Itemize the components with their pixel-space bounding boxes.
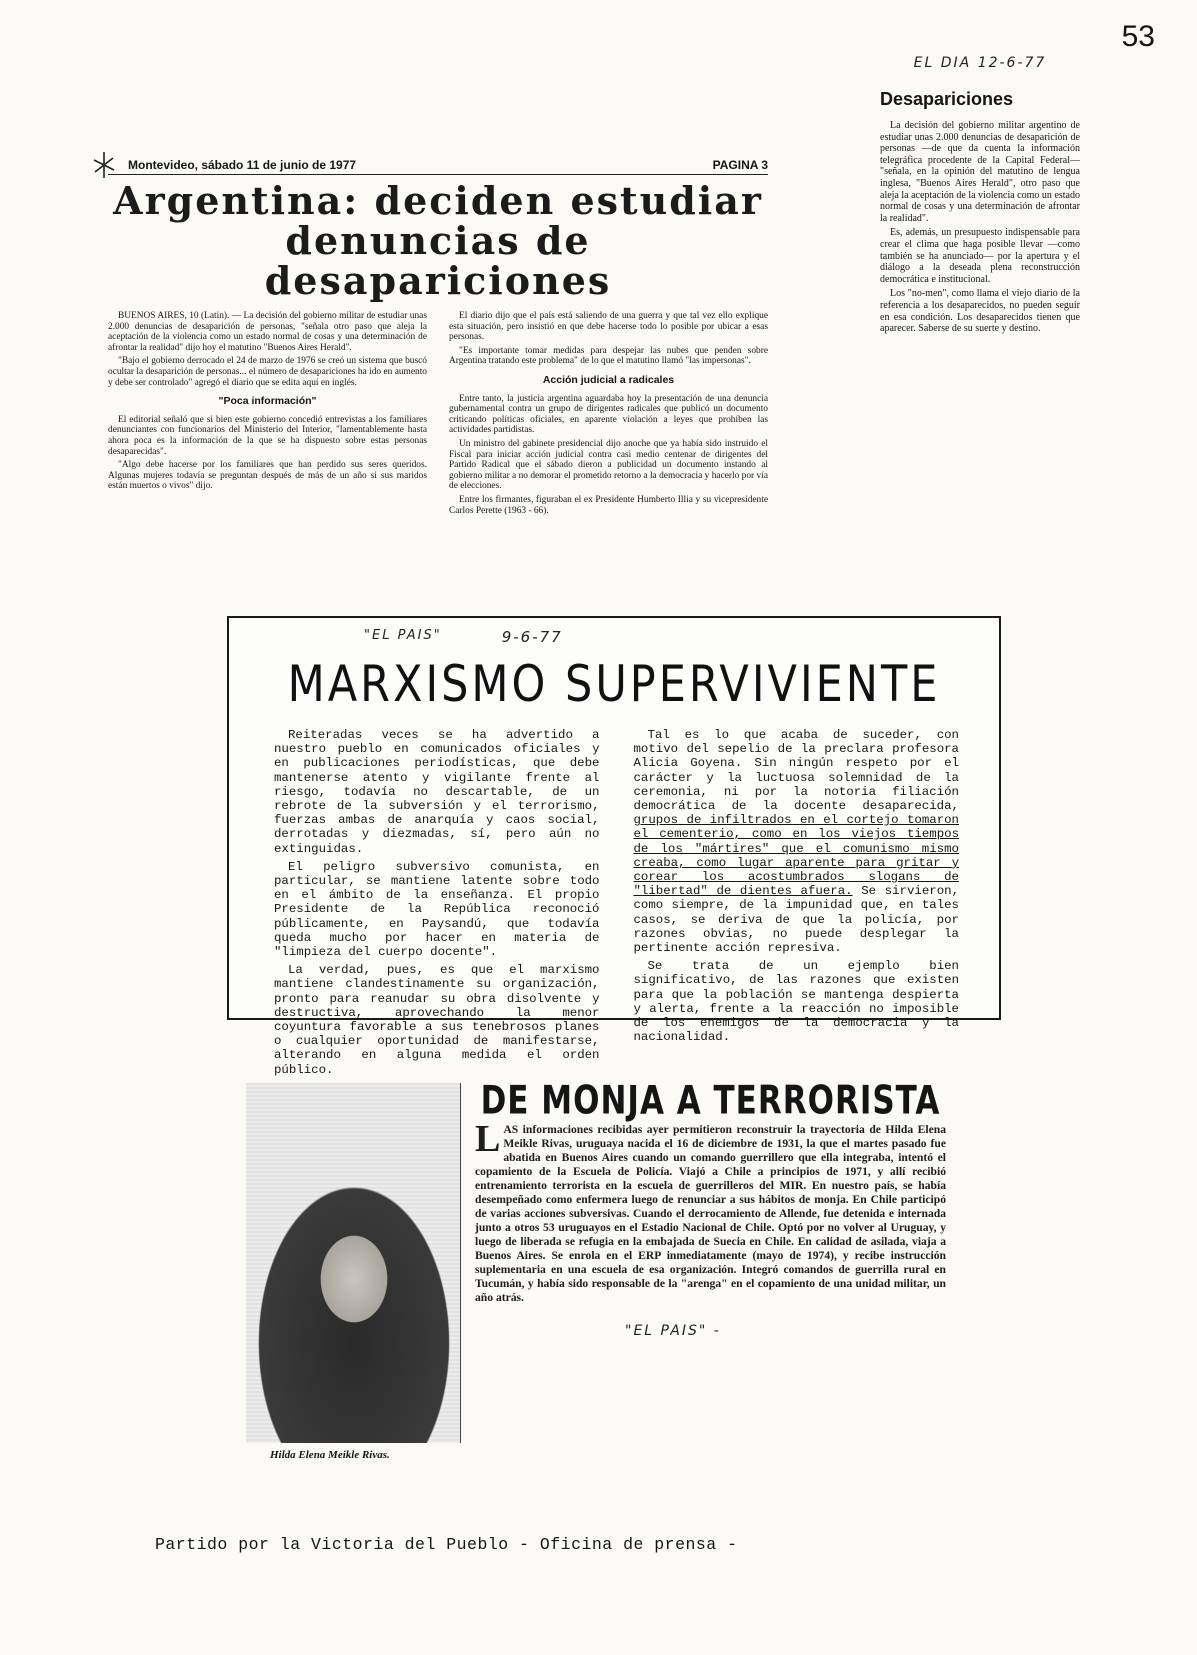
paragraph: La decisión del gobierno militar argentino de estudiar unas 2.000 denuncias de desaparición de personas —de que da cuenta la información telegráfica procedente de la Capital Federal— "señala, en la opinión del matutino de lengua inglesa, "Buenos Aires Herald", otro paso que aleja la aceptación de la violencia como un estado normal de cosas y una determinación de afrontar la realidad". <box>880 120 1080 224</box>
clipping-desapariciones <box>880 55 1080 575</box>
column-right <box>449 311 768 519</box>
column-right <box>634 728 960 1081</box>
footer-credit: Partido por la Victoria del Pueblo - Oficina de prensa - <box>155 1535 738 1554</box>
paragraph: Entre los firmantes, figuraban el ex Presidente Humberto Illia y su vicepresidente Carlos Perette (1963 - 66). <box>449 494 768 516</box>
clipping-masthead <box>108 158 768 175</box>
handwritten-source-el-dia: EL DIA 12-6-77 <box>913 55 1047 71</box>
column-left <box>108 311 427 519</box>
page-number: 53 <box>1121 20 1155 53</box>
portrait-photo <box>246 1083 461 1443</box>
text-run: Se sirvieron, como siempre, de la impunidad que, en tales casos, se deriva de que la policía, por razones obvias, no puede desplegar la pertinente acción represiva. <box>633 884 960 956</box>
paragraph: Es, además, un presupuesto indispensable para crear el clima que haga posible llevar —como también se ha anunciado— por la apertura y el diálogo a la deseada plena reconstrucción democrática e institucional. <box>880 227 1080 285</box>
article-text: AS informaciones recibidas ayer permitieron reconstruir la trayectoria de Hilda Elena Meikle Rivas, uruguaya nacida el 16 de diciembre de 1931, la que el martes pasado fue abatida en Buenos Aires cuando un comando guerrillero que ella integraba, intentó el copamiento de la Escuela de Policía. Viajó a Chile a principios de 1971, y allí recibió entrenamiento terrorista en la escuela de guerrilleros del MIR. En nuestro país, se había desempeñado como enfermera luego de renunciar a sus hábitos de monja. En Chile participó de varias acciones subversivas. Cuando el derrocamiento de Allende, fue detenida e internada junto a otros 53 uruguayos en el Estadio Nacional de Chile. Optó por no volver al Uruguay, y luego de liberada se refugia en la embajada de Suecia en Chile. En calidad de asilada, viaja a Buenos Aires. Se enrola en el ERP inmediatamente (mayo de 1974), y recibe instrucción suplementaria en una escuela de esa organización. Integró comandos de guerrilla rural en Tucumán, y había sido responsable de la "arenga" en el copamiento de una unidad militar, un año atrás. <box>475 1123 946 1304</box>
subhead-accion-judicial: Acción judicial a radicales <box>542 373 675 386</box>
handwritten-source-el-pais-2: "EL PAIS" - <box>625 1323 721 1339</box>
paragraph: "Bajo el gobierno derrocado el 24 de marzo de 1976 se creó un sistema que buscó ocultar la desaparición de personas... el número de desapariciones ha ido en aumento y debe ser controlado" agregó el diario que se edita aquí en inglés. <box>108 356 427 388</box>
paragraph: "Es importante tomar medidas para despejar las nubes que penden sobre Argentina tratando este problema" de lo que el matutino llamó "las impersonas". <box>449 345 768 367</box>
headline-desapariciones: Desapariciones <box>880 89 1014 109</box>
headline-argentina: Argentina: deciden estudiar denuncias de desapariciones <box>113 178 763 303</box>
text-run: Tal es lo que acaba de suceder, con motivo del sepelio de la preclara profesora Alicia Goyena. Sin ningún respeto por el carácter y la luctuosa solemnidad de la ceremonia, ni por la notoria filiación democrática de la docente desaparecida, <box>633 728 959 814</box>
paragraph <box>634 728 960 955</box>
paragraph: Se trata de un ejemplo bien significativo, de las razones que existen para que la población se mantenga despierta y alerta, frente a la reacción no imposible de los enemigos de la democracia y la nacionalidad. <box>633 959 959 1045</box>
photo-caption: Hilda Elena Meikle Rivas. <box>270 1449 390 1461</box>
clipping-marxismo <box>227 616 1001 1077</box>
clipping-argentina <box>108 158 768 578</box>
paragraph: "Algo debe hacerse por los familiares que han perdido sus seres queridos. Algunas mujeres todavía se preguntan después de más de un año si sus maridos están muertos o vivos" dijo. <box>108 460 427 492</box>
dateline: Montevideo, sábado 11 de junio de 1977 <box>128 158 357 172</box>
column-desapariciones <box>880 120 1080 335</box>
paragraph: El peligro subversivo comunista, en particular, se mantiene latente sobre todo en el ámbito de la enseñanza. El propio Presidente de la República reconoció públicamente, en Paysandú, que todavía queda mucho por hacer en materia de "limpieza del cuerpo docente". <box>274 859 600 960</box>
paragraph: La verdad, pues, es que el marxismo mantiene clandestinamente su organización, pronto para reanudar su obra disolvente y destructiva, aprovechando la menor coyuntura favorable a sus tenebrosos planes o cualquier oportunidad de manifestarse, alterando en alguna medida el orden público. <box>274 963 600 1077</box>
paragraph: Reiteradas veces se ha advertido a nuestro pueblo en comunicados oficiales y en publicaciones periodísticas, que debe mantenerse atento y vigilante frente al riesgo, todavía no descartable, de un rebrote de la subversión y el terrorismo, fuerzas ambas de anarquía y caos social, derrotadas y diezmadas, sí, pero aún no extinguidas. <box>274 728 600 856</box>
headline-marxismo: MARXISMO SUPERVIVIENTE <box>287 656 941 714</box>
paragraph: El diario dijo que el país está saliendo de una guerra y que tal vez ello explique esta situación, pero insistió en que debe hacerse todo lo posible por ubicar a esas personas. <box>449 311 768 343</box>
drop-cap: L <box>475 1118 501 1160</box>
headline-de-monja: DE MONJA A TERRORISTA <box>480 1078 941 1124</box>
paragraph: Un ministro del gabinete presidencial dijo anoche que ya había sido instruido el Fiscal para iniciar acción judicial contra casi medio centenar de dirigentes del Partido Radical que el sábado dieron a publicidad un documento instando al gobierno militar a no demorar el prometido retorno a la democracia y hacerlo por vía de elecciones. <box>449 438 768 492</box>
paragraph: El editorial señaló que si bien este gobierno concedió entrevistas a los familiares denunciantes con funcionarios del Ministerio del Interior, "lamentablemente hasta ahora poca es la información de la que se ha dispuesto sobre estas personas desaparecidas". <box>108 414 427 457</box>
column-left <box>274 728 600 1081</box>
clipping-de-monja-a-terrorista <box>246 1078 946 1523</box>
subhead-poca-informacion: "Poca información" <box>218 395 317 408</box>
page-label: PAGINA 3 <box>712 158 768 172</box>
paragraph: Entre tanto, la justicia argentina aguardaba hoy la presentación de una denuncia gubernamental contra un grupo de dirigentes radicales que publicó un documento criticando políticas oficiales, en aparente violación a leyes que prohíben las actividades partidistas. <box>449 393 768 436</box>
paragraph: BUENOS AIRES, 10 (Latin). — La decisión del gobierno militar de estudiar unas 2.000 denuncias de desaparición de personas, "señala otro paso que aleja la aceptación de la violencia como un estado normal de cosas y una determinación de afrontar la realidad" dijo hoy el matutino "Buenos Aires Herald". <box>108 311 427 353</box>
underlined-passage: grupos de infiltrados en el cortejo tomaron el cementerio, como en los viejos tiempos de los "mártires" que el comunismo mismo creaba, como lugar aparente para gritar y corear los acostumbrados slogans de "libertad" de dientes afuera. <box>633 813 959 899</box>
handwritten-source-el-pais: "EL PAIS" <box>364 628 442 643</box>
paragraph: Los "no-men", como llama el viejo diario de la referencia a los desaparecidos, no pueden seguir en esa condición. Los desaparecidos tienen que aparecer. Saberse de su suerte y destino. <box>880 288 1080 335</box>
article-body <box>475 1118 946 1305</box>
handwritten-date: 9-6-77 <box>501 628 563 646</box>
